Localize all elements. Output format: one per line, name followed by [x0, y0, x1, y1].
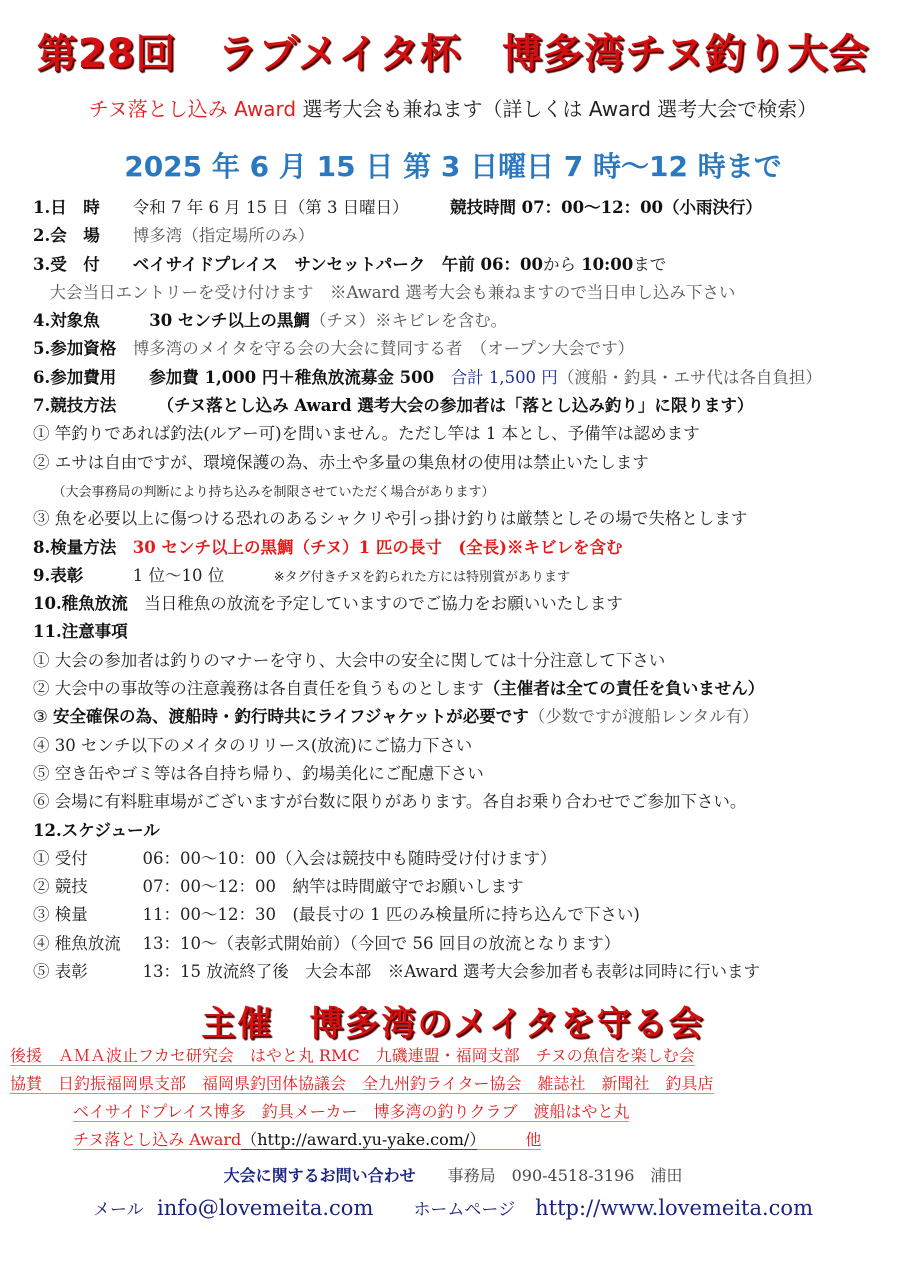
- detail-line: [33, 251, 893, 279]
- subtitle: [0, 93, 906, 122]
- subtitle-award: チヌ落とし込み Award: [88, 97, 297, 121]
- detail-line: [33, 477, 893, 505]
- detail-text: ⑤ 表彰 13：15 放流終了後 大会本部 ※Award 選考大会参加者も表彰は同時に行います: [33, 962, 761, 982]
- event-details: [33, 194, 893, 986]
- detail-text: ④ 稚魚放流 13：10～（表彰式開始前）（今回で 56 回目の放流となります）: [33, 933, 621, 953]
- detail-text: 令和 7 年 6 月 15 日（第 3 日曜日）: [132, 198, 450, 217]
- detail-line: [33, 647, 893, 675]
- detail-line: [33, 788, 893, 816]
- cosponsor-line-3: チヌ落とし込み Award: [73, 1130, 242, 1149]
- detail-text: （主催者は全ての責任を負いません）: [483, 679, 765, 699]
- detail-text: ② エサは自由ですが、環境保護の為、赤土や多量の集魚材の使用は禁止いたします: [33, 452, 649, 472]
- inquiry-label: 大会に関するお問い合わせ: [223, 1166, 416, 1185]
- award-link[interactable]: （http://award.yu-yake.com/）: [241, 1130, 478, 1149]
- detail-text: 大会当日エントリーを受け付けます ※Award 選考大会も兼ねますので当日申し込み下さい: [33, 282, 736, 302]
- detail-line: [33, 845, 893, 873]
- detail-line: [33, 194, 893, 222]
- page-title: 第28回 ラブメイタ杯 博多湾チヌ釣り大会: [36, 31, 870, 77]
- organizer: 主催 博多湾のメイタを守る会: [201, 1004, 705, 1044]
- detail-text: ③ 検量 11：00～12：30 (最長寸の 1 匹のみ検量所に持ち込んで下さい): [33, 905, 640, 925]
- detail-line: [33, 420, 893, 448]
- detail-text: ② 競技 07：00～12：00 納竿は時間厳守でお願いします: [33, 877, 524, 897]
- detail-line: [33, 675, 893, 703]
- sponsors: [10, 1042, 900, 1154]
- detail-text: （チヌ）※キビレを含む。: [309, 311, 508, 331]
- detail-text: ① 竿釣りであれば釣法(ルアー可)を問いません。ただし竿は 1 本とし、予備竿は認めます: [33, 424, 700, 444]
- detail-text: 3.受 付 ベイサイドプレイス サンセットパーク 午前 06：00: [33, 254, 543, 274]
- detail-line: [33, 760, 893, 788]
- detail-text: （渡船・釣具・エサ代は各自負担）: [557, 367, 822, 387]
- mail-label: メール: [93, 1200, 144, 1220]
- detail-text: 博多湾（指定場所のみ）: [132, 226, 315, 246]
- detail-text: ③ 魚を必要以上に傷つける恐れのあるシャクリや引っ掛け釣りは厳禁としその場で失格とします: [33, 509, 748, 529]
- detail-text: 競技時間 07：00～12：00（小雨決行）: [449, 198, 763, 217]
- detail-line: [33, 534, 893, 562]
- detail-line: [33, 335, 893, 363]
- detail-line: [33, 873, 893, 901]
- office-phone: 事務局 090-4518-3196 浦田: [415, 1166, 683, 1185]
- others: 他: [477, 1130, 542, 1149]
- detail-text: ⑤ 空き缶やゴミ等は各自持ち帰り、釣場美化にご配慮下さい: [33, 763, 484, 783]
- detail-text: まで: [633, 254, 667, 274]
- detail-line: [33, 505, 893, 533]
- web-contact: [0, 1195, 906, 1220]
- detail-line: [33, 222, 893, 250]
- detail-text: ① 受付 06：00～10：00（入会は競技中も随時受け付けます）: [33, 848, 557, 868]
- detail-text: 6.参加費用 参加費 1,000 円＋稚魚放流募金 500: [33, 367, 451, 387]
- detail-text: ※タグ付きチヌを釣られた方には特別賞があります: [273, 569, 570, 585]
- detail-line: [33, 449, 893, 477]
- detail-line: [33, 392, 893, 420]
- contact: [0, 1163, 906, 1186]
- detail-text: ③: [33, 707, 54, 727]
- detail-line: [33, 958, 893, 986]
- support-line: 後援 ＡＭＡ波止フカセ研究会 はやと丸 RMC 九磯連盟・福岡支部 チヌの魚信を楽しむ会: [10, 1046, 695, 1065]
- detail-text: 9.表彰: [33, 565, 133, 585]
- detail-text: 安全確保の為、渡船時・釣行時共にライフジャケットが必要です: [53, 707, 529, 727]
- detail-text: 4.対象魚 30 センチ以上の黒鯛: [33, 311, 310, 331]
- detail-text: 7.競技方法 （チヌ落とし込み Award 選考大会の参加者は「落とし込み釣り」に限ります）: [33, 396, 754, 416]
- detail-text: 11.注意事項: [33, 622, 128, 642]
- detail-line: [33, 732, 893, 760]
- detail-text: ① 大会の参加者は釣りのマナーを守り、大会中の安全に関しては十分注意して下さい: [33, 650, 666, 670]
- detail-line: [33, 901, 893, 929]
- detail-line: [33, 364, 893, 392]
- detail-text: 8.検量方法: [33, 537, 133, 557]
- detail-text: 当日稚魚の放流を予定していますのでご協力をお願いいたします: [144, 594, 623, 614]
- detail-line: [33, 279, 893, 307]
- detail-line: [33, 817, 893, 845]
- detail-line: [33, 618, 893, 646]
- event-date: 2025 年 6 月 15 日 第 3 日曜日 7 時～12 時まで: [124, 150, 782, 183]
- cosponsor-line-1: 協賛 日釣振福岡県支部 福岡県釣団体協議会 全九州釣ライター協会 雑誌社 新聞社 釣具店: [10, 1074, 714, 1093]
- detail-text: 2.会 場: [33, 226, 133, 246]
- detail-text: 合計 1,500 円: [450, 367, 558, 387]
- detail-text: ② 大会中の事故等の注意義務は各自責任を負うものとします: [33, 679, 484, 699]
- detail-text: 5.参加資格: [33, 339, 133, 359]
- detail-text: （少数ですが渡船レンタル有）: [528, 707, 759, 727]
- detail-line: [33, 590, 893, 618]
- detail-text: 10:00: [581, 254, 634, 274]
- detail-line: [33, 930, 893, 958]
- detail-text: 1 位～10 位: [132, 565, 274, 585]
- detail-text: ④ 30 センチ以下のメイタのリリース(放流)にご協力下さい: [33, 735, 473, 755]
- detail-text: 30 センチ以上の黒鯛（チヌ）1 匹の長寸 (全長)※キビレを含む: [132, 537, 623, 557]
- detail-line: [33, 307, 893, 335]
- cosponsor-line-2: ベイサイドプレイス博多 釣具メーカー 博多湾の釣りクラブ 渡船はやと丸: [73, 1102, 630, 1121]
- detail-text: 10.稚魚放流: [33, 594, 145, 614]
- detail-text: 博多湾のメイタを守る会の大会に賛同する者 （オープン大会です）: [132, 339, 635, 359]
- detail-line: [33, 562, 893, 590]
- detail-text: から: [542, 254, 582, 274]
- homepage-link[interactable]: http://www.lovemeita.com: [535, 1196, 813, 1220]
- detail-line: [33, 703, 893, 731]
- detail-text: 1.日 時: [33, 198, 133, 217]
- homepage-label: ホームページ: [413, 1200, 516, 1220]
- detail-text: （大会事務局の判断により持ち込みを制限させていただく場合があります）: [33, 484, 495, 500]
- detail-text: ⑥ 会場に有料駐車場がございますが台数に限りがあります。各自お乗り合わせでご参加下さい。: [33, 792, 747, 812]
- email-link[interactable]: info@lovemeita.com: [157, 1196, 374, 1220]
- subtitle-text: 選考大会も兼ねます（詳しくは Award 選考大会で検索）: [296, 97, 818, 121]
- detail-text: 12.スケジュール: [33, 820, 160, 840]
